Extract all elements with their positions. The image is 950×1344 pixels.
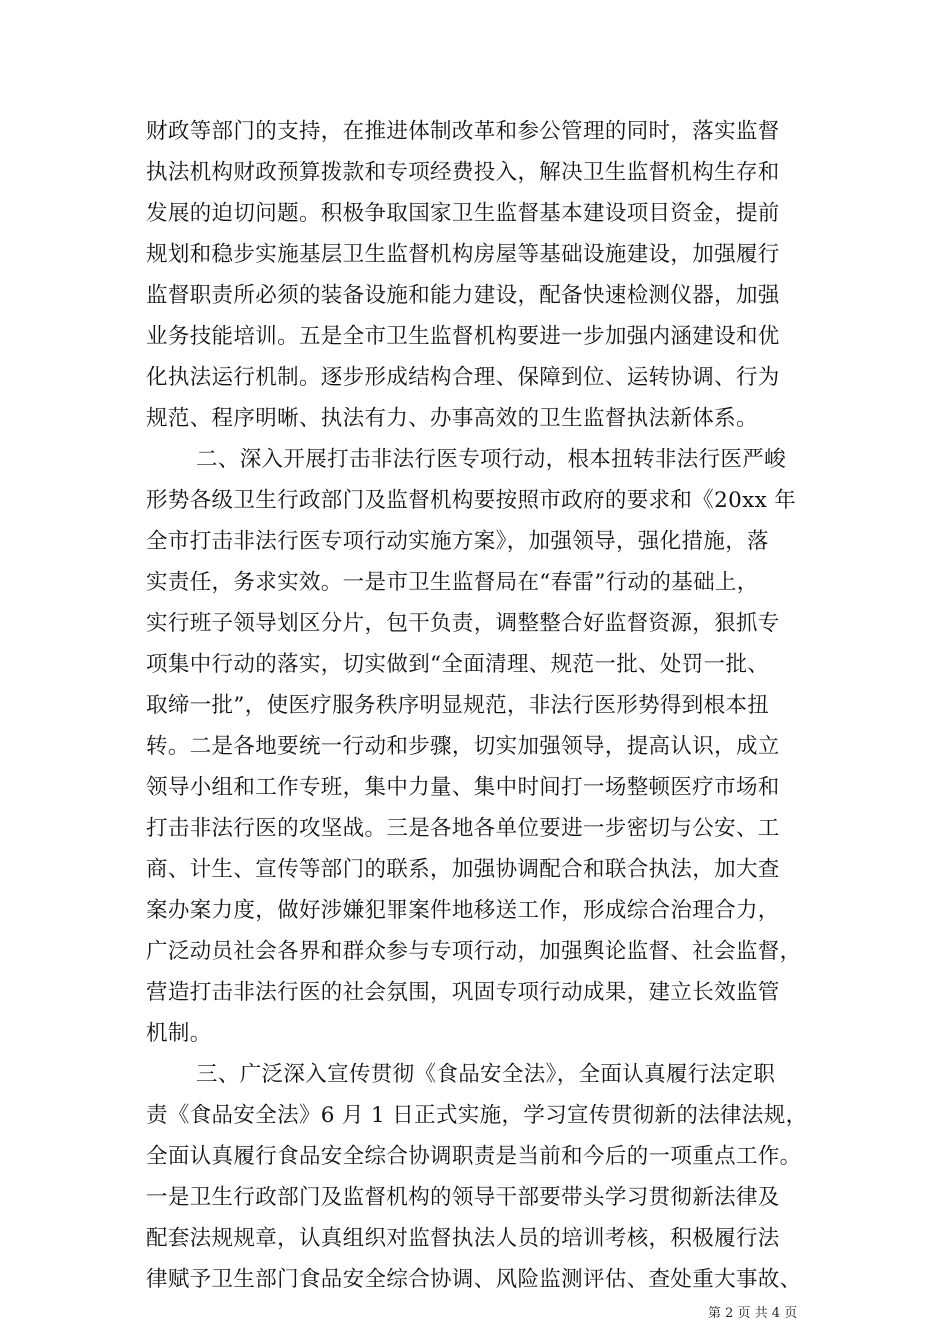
text-line: 发展的迫切问题。积极争取国家卫生监督基本建设项目资金，提前 <box>146 201 780 226</box>
text-line: 规范、程序明晰、执法有力、办事高效的卫生监督执法新体系。 <box>146 406 758 431</box>
text-line: 领导小组和工作专班，集中力量、集中时间打一场整顿医疗市场和 <box>146 775 780 800</box>
text-line: 化执法运行机制。逐步形成结构合理、保障到位、运转协调、行为 <box>146 365 780 390</box>
text-line: 一是卫生行政部门及监督机构的领导干部要带头学习贯彻新法律及 <box>146 1185 780 1210</box>
text-line: 监督职责所必须的装备设施和能力建设，配备快速检测仪器，加强 <box>146 283 780 308</box>
text-line: 责《食品安全法》6 月 1 日正式实施，学习宣传贯彻新的法律法规， <box>146 1103 808 1128</box>
text-line: 实行班子领导划区分片，包干负责，调整整合好监督资源，狠抓专 <box>146 611 780 636</box>
text-line: 营造打击非法行医的社会氛围，巩固专项行动成果，建立长效监管 <box>146 980 780 1005</box>
text-line: 业务技能培训。五是全市卫生监督机构要进一步加强内涵建设和优 <box>146 324 780 349</box>
text-line: 三、广泛深入宣传贯彻《食品安全法》，全面认真履行法定职 <box>196 1062 776 1087</box>
text-line: 商、计生、宣传等部门的联系，加强协调配合和联合执法，加大查 <box>146 857 780 882</box>
text-line: 律赋予卫生部门食品安全综合协调、风险监测评估、查处重大事故、 <box>146 1267 802 1292</box>
page-number: 第 2 页 共 4 页 <box>708 1306 798 1321</box>
text-line: 项集中行动的落实，切实做到“全面清理、规范一批、处罚一批、 <box>146 652 770 677</box>
text-line: 机制。 <box>146 1021 212 1046</box>
text-line: 广泛动员社会各界和群众参与专项行动，加强舆论监督、社会监督， <box>146 939 802 964</box>
text-line: 形势各级卫生行政部门及监督机构要按照市政府的要求和《20xx 年 <box>146 488 797 513</box>
text-line: 案办案力度，做好涉嫌犯罪案件地移送工作，形成综合治理合力， <box>146 898 780 923</box>
text-line: 转。二是各地要统一行动和步骤，切实加强领导，提高认识，成立 <box>146 734 780 759</box>
text-line: 取缔一批”，使医疗服务秩序明显规范，非法行医形势得到根本扭 <box>146 693 770 718</box>
text-line: 全面认真履行食品安全综合协调职责是当前和今后的一项重点工作。 <box>146 1144 802 1169</box>
text-line: 打击非法行医的攻坚战。三是各地各单位要进一步密切与公安、工 <box>146 816 780 841</box>
text-line: 二、深入开展打击非法行医专项行动，根本扭转非法行医严峻 <box>196 447 786 472</box>
text-line: 规划和稳步实施基层卫生监督机构房屋等基础设施建设，加强履行 <box>146 242 780 267</box>
text-line: 财政等部门的支持，在推进体制改革和参公管理的同时，落实监督 <box>146 119 780 144</box>
text-line: 配套法规规章，认真组织对监督执法人员的培训考核，积极履行法 <box>146 1226 780 1251</box>
text-line: 执法机构财政预算拨款和专项经费投入，解决卫生监督机构生存和 <box>146 160 780 185</box>
text-line: 实责任，务求实效。一是市卫生监督局在“春雷”行动的基础上， <box>146 570 759 595</box>
text-line: 全市打击非法行医专项行动实施方案》，加强领导，强化措施，落 <box>146 529 769 554</box>
